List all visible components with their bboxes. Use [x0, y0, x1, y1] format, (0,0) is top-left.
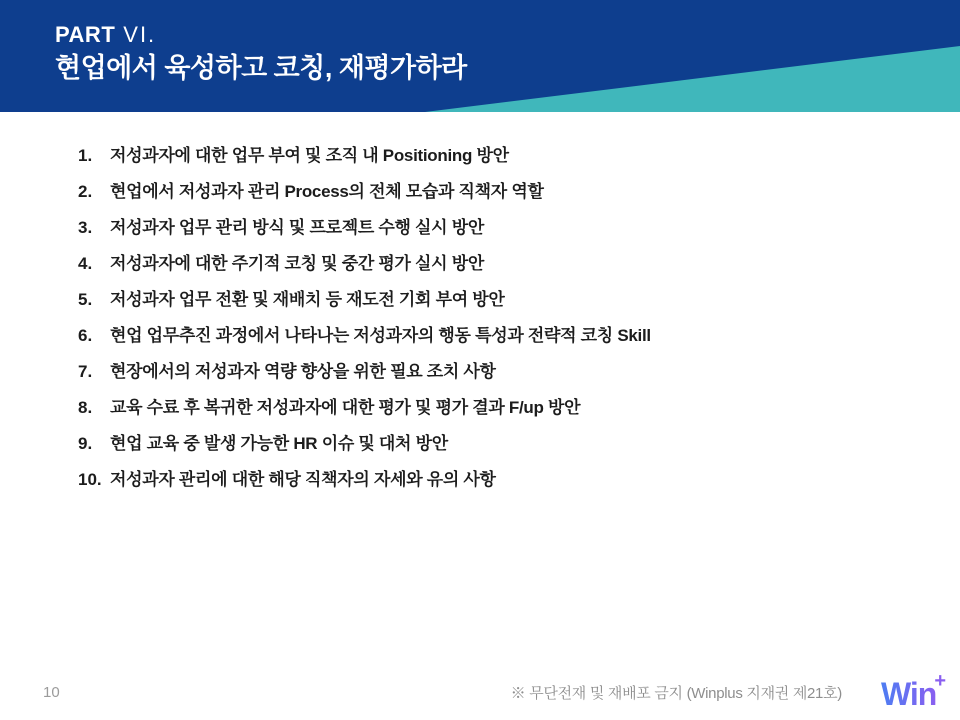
- list-item: [78, 398, 888, 417]
- item-number: 2.: [78, 182, 93, 201]
- copyright-notice: ※ 무단전재 및 재배포 금지 (Winplus 지재권 제21호): [510, 685, 842, 702]
- slide-header-band: [0, 0, 960, 112]
- item-text: 현업 업무추진 과정에서 나타나는 저성과자의 행동 특성과 전략적 코칭 Skill: [110, 326, 651, 345]
- list-item: [78, 326, 888, 345]
- list-item: [78, 182, 888, 201]
- item-number: 4.: [78, 254, 93, 273]
- item-number: 6.: [78, 326, 93, 345]
- list-item: [78, 254, 888, 273]
- item-text: 교육 수료 후 복귀한 저성과자에 대한 평가 및 평가 결과 F/up 방안: [110, 398, 581, 417]
- item-text: 저성과자에 대한 업무 부여 및 조직 내 Positioning 방안: [110, 146, 509, 165]
- item-text: 현장에서의 저성과자 역량 향상을 위한 필요 조치 사항: [110, 362, 496, 381]
- list-item: [78, 434, 888, 453]
- item-number: 7.: [78, 362, 93, 381]
- item-number: 5.: [78, 290, 93, 309]
- item-text: 저성과자 관리에 대한 해당 직책자의 자세와 유의 사항: [110, 470, 496, 489]
- item-number: 3.: [78, 218, 93, 237]
- item-number: 8.: [78, 398, 93, 417]
- list-item: [78, 470, 888, 489]
- part-word: PART: [55, 22, 116, 47]
- item-text: 현업에서 저성과자 관리 Process의 전체 모습과 직책자 역할: [110, 182, 544, 201]
- page-number: 10: [43, 684, 60, 701]
- part-label: [55, 22, 467, 48]
- slide-title: 현업에서 육성하고 코칭, 재평가하라: [55, 53, 467, 83]
- item-number: 10.: [78, 470, 102, 489]
- list-item: [78, 362, 888, 381]
- list-item: [78, 290, 888, 309]
- item-text: 저성과자 업무 전환 및 재배치 등 재도전 기회 부여 방안: [110, 290, 505, 309]
- list-item: [78, 218, 888, 237]
- winplus-logo-text: Win: [880, 676, 937, 712]
- winplus-logo-plus-icon: +: [934, 670, 946, 692]
- part-numeral: VI.: [123, 22, 157, 47]
- winplus-logo: [880, 670, 948, 713]
- agenda-list: [78, 146, 888, 506]
- item-text: 저성과자 업무 관리 방식 및 프로젝트 수행 실시 방안: [110, 218, 484, 237]
- item-number: 9.: [78, 434, 93, 453]
- item-text: 현업 교육 중 발생 가능한 HR 이슈 및 대처 방안: [110, 434, 448, 453]
- list-item: [78, 146, 888, 165]
- header-titles: [55, 22, 467, 84]
- item-text: 저성과자에 대한 주기적 코칭 및 중간 평가 실시 방안: [110, 254, 484, 273]
- item-number: 1.: [78, 146, 93, 165]
